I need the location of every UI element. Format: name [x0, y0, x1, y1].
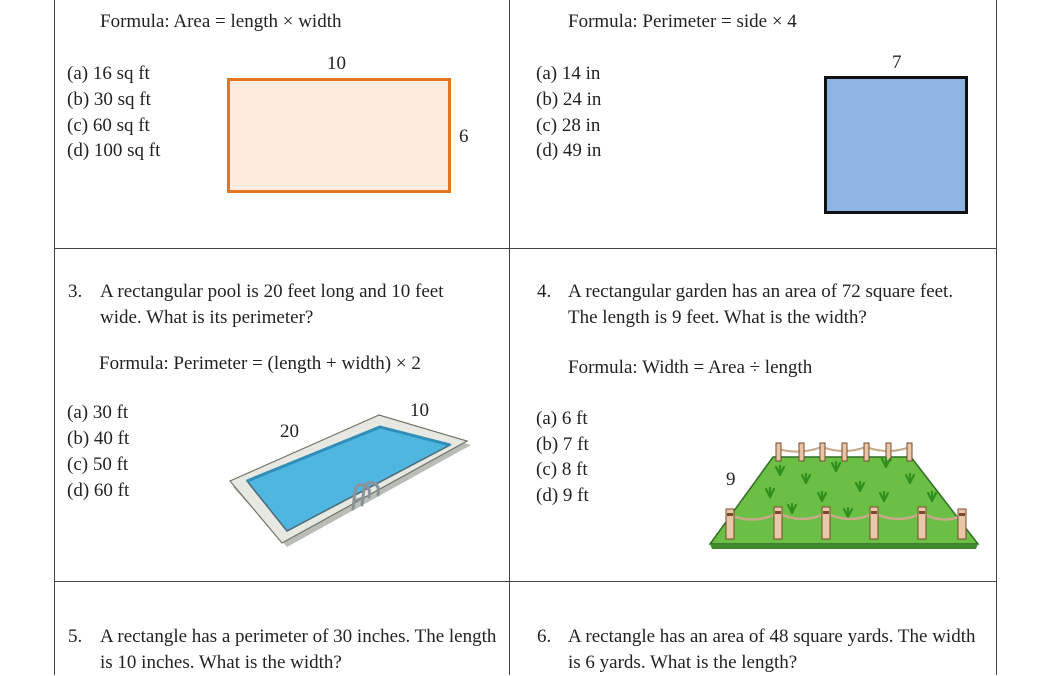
question-text: A rectangular garden has an area of 72 square feet. The length is 9 feet. What is the width?	[568, 281, 954, 328]
formula-text: Formula: Width = Area ÷ length	[568, 357, 813, 378]
question-number: 4.	[537, 281, 552, 302]
rectangle-figure	[227, 78, 451, 192]
choice-a[interactable]: (a) 6 ft	[536, 408, 588, 429]
question-text: A rectangle has an area of 48 square yards. The width is 6 yards. What is the length?	[568, 626, 976, 673]
choice-b[interactable]: (b) 24 in	[536, 89, 602, 110]
choice-b[interactable]: (b) 40 ft	[67, 428, 130, 449]
pool-figure	[227, 407, 477, 557]
pool-width-label: 10	[410, 400, 429, 421]
problem-3	[54, 249, 509, 581]
pool-water	[247, 427, 450, 531]
choice-c[interactable]: (c) 50 ft	[67, 454, 129, 475]
formula-text: Formula: Area = length × width	[100, 11, 342, 32]
pool-length-label: 20	[280, 421, 299, 442]
rectangle-width-label: 6	[459, 126, 469, 147]
formula-text: Formula: Perimeter = side × 4	[568, 11, 797, 32]
choice-a[interactable]: (a) 16 sq ft	[67, 63, 150, 84]
rectangle-length-label: 10	[327, 53, 346, 74]
question-number: 6.	[537, 626, 552, 647]
problem-1	[54, 0, 509, 248]
garden-ground	[710, 457, 978, 544]
problem-6	[509, 582, 996, 675]
garden-side-label: 9	[726, 469, 736, 490]
problem-5	[54, 582, 509, 675]
garden-figure	[708, 439, 983, 554]
choice-d[interactable]: (d) 100 sq ft	[67, 140, 161, 161]
square-side-label: 7	[892, 52, 902, 73]
square-figure	[824, 76, 968, 214]
choice-b[interactable]: (b) 7 ft	[536, 434, 589, 455]
choice-c[interactable]: (c) 60 sq ft	[67, 115, 150, 136]
choice-c[interactable]: (c) 28 in	[536, 115, 601, 136]
square-shape	[826, 78, 967, 213]
rectangle-shape	[229, 80, 450, 192]
grid-right-border	[996, 0, 997, 675]
choice-d[interactable]: (d) 60 ft	[67, 480, 130, 501]
choice-a[interactable]: (a) 30 ft	[67, 402, 129, 423]
choice-d[interactable]: (d) 9 ft	[536, 485, 589, 506]
question-number: 3.	[68, 281, 83, 302]
choice-d[interactable]: (d) 49 in	[536, 140, 602, 161]
question-text: A rectangle has a perimeter of 30 inches. The length is 10 inches. What is the width?	[100, 626, 497, 673]
choice-c[interactable]: (c) 8 ft	[536, 459, 588, 480]
choice-b[interactable]: (b) 30 sq ft	[67, 89, 151, 110]
problem-2	[509, 0, 996, 248]
problem-4	[509, 249, 996, 581]
formula-text: Formula: Perimeter = (length + width) × 2	[99, 353, 421, 374]
question-text: A rectangular pool is 20 feet long and 10 feet wide. What is its perimeter?	[100, 281, 444, 328]
choice-a[interactable]: (a) 14 in	[536, 63, 601, 84]
question-number: 5.	[68, 626, 83, 647]
